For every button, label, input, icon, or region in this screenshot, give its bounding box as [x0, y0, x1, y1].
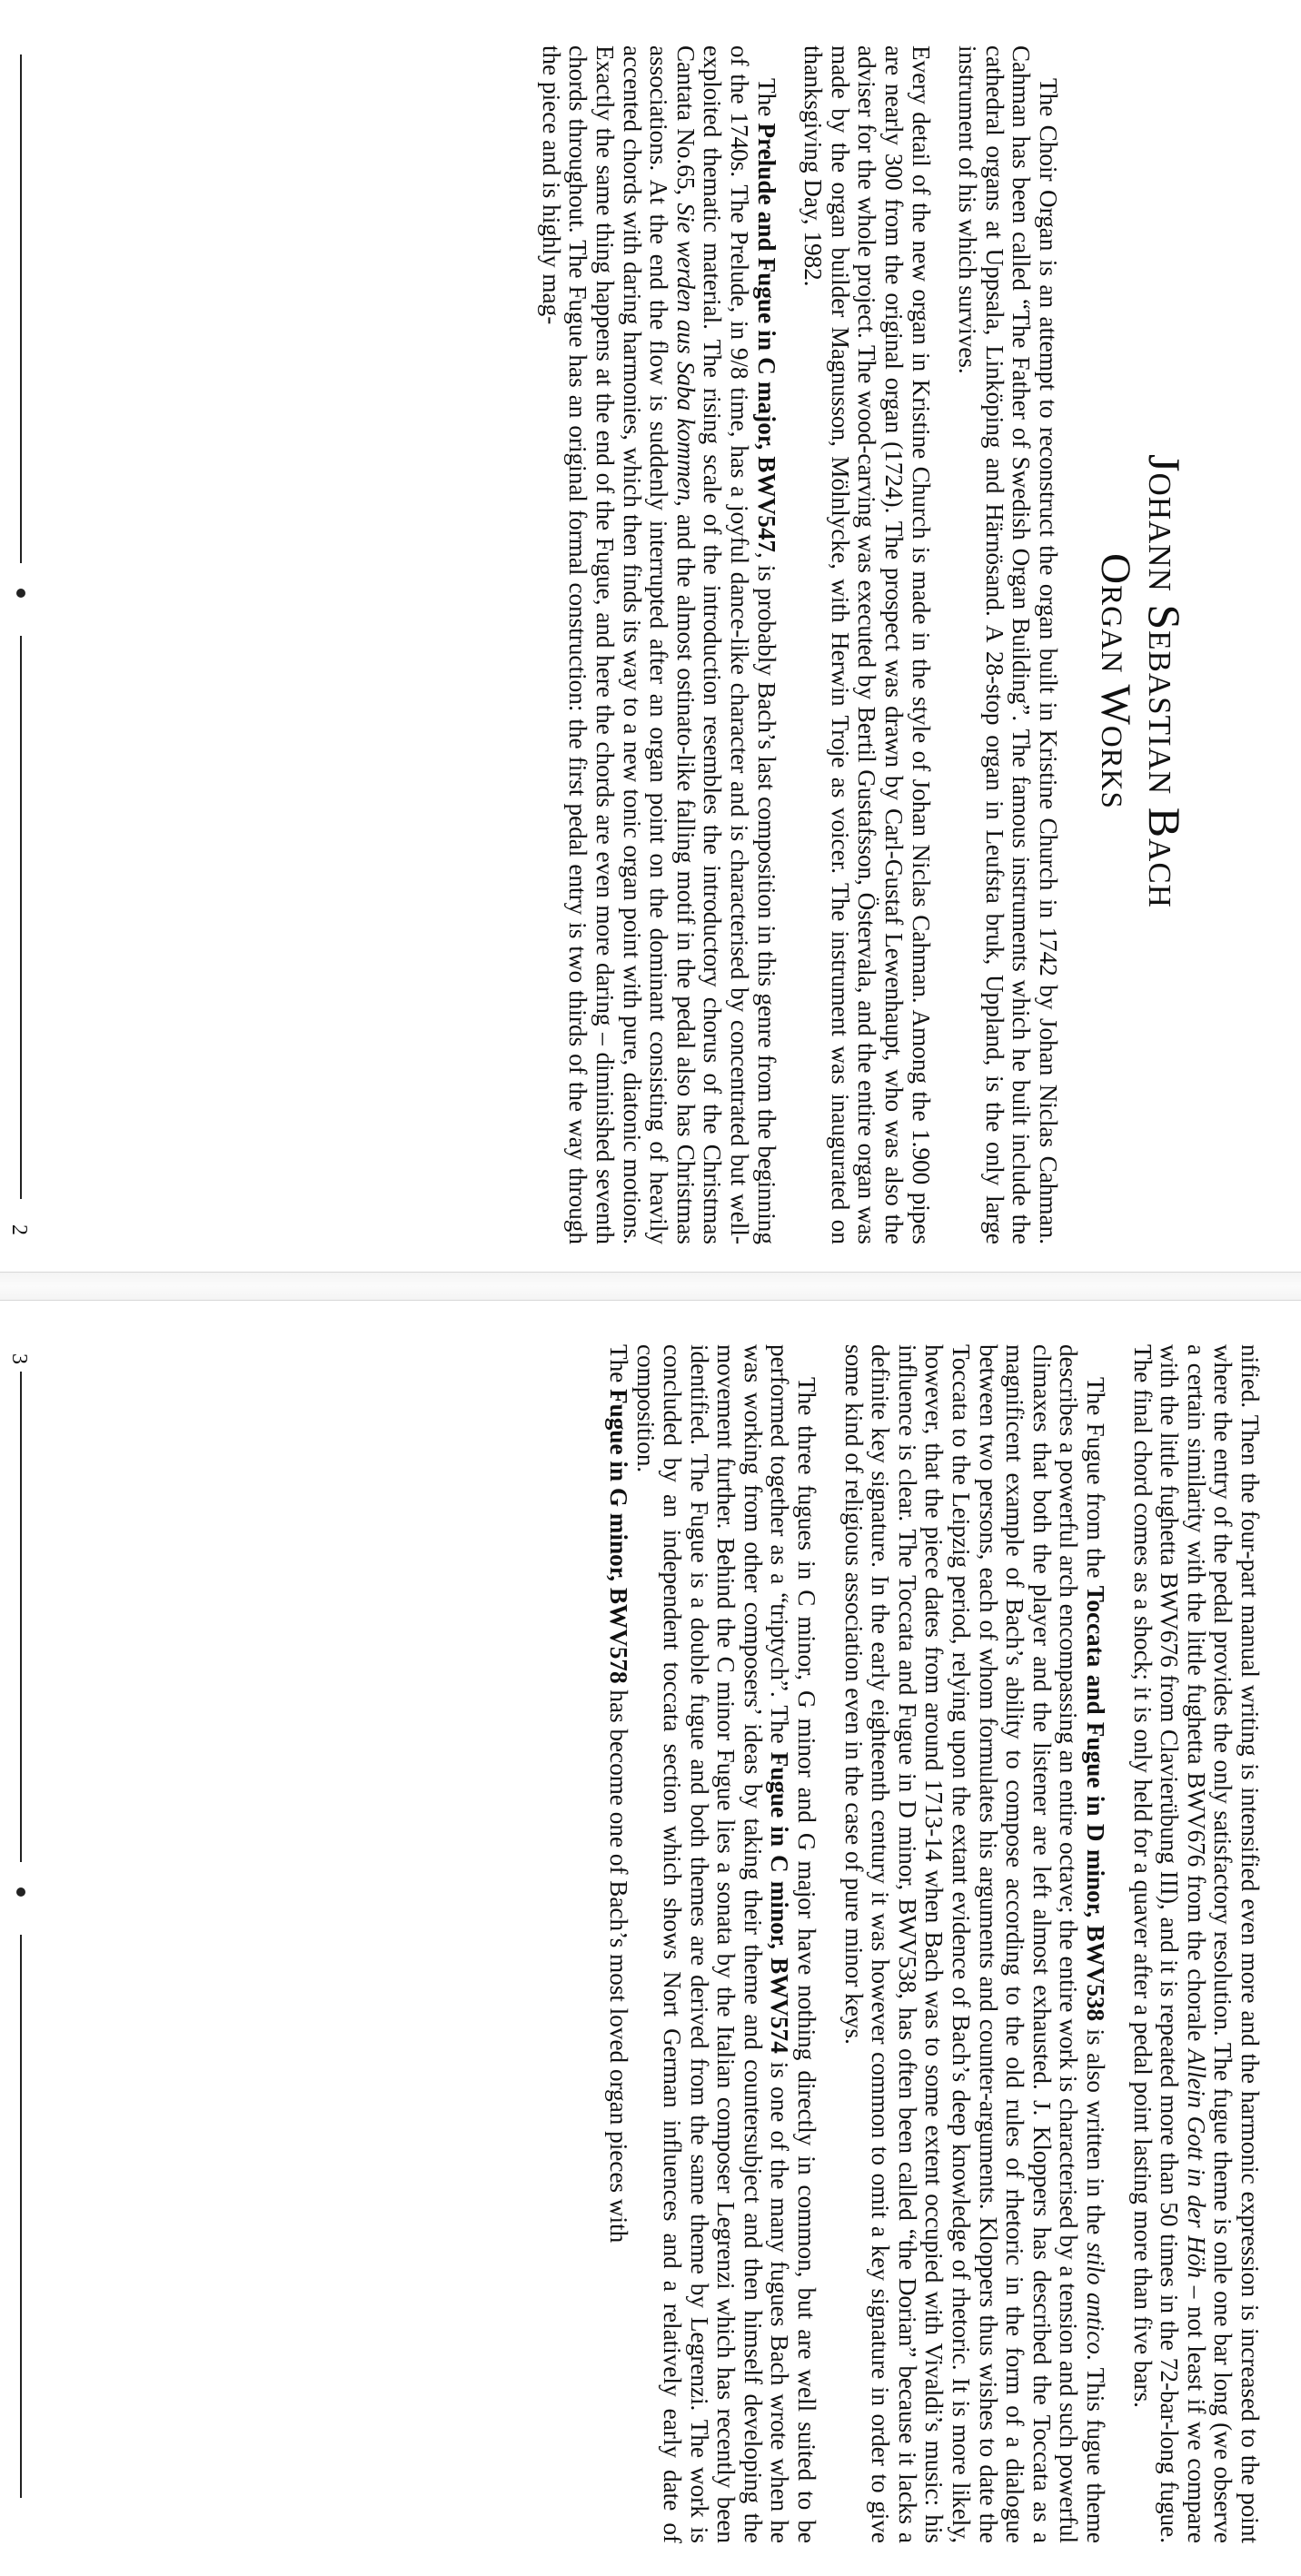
- footer-rule-left: [20, 54, 22, 563]
- page-2-text: [537, 45, 1061, 1244]
- page-number: 2: [6, 1217, 31, 1243]
- paragraph-bwv578: [604, 1344, 631, 2543]
- cantata-title: Sie werden aus Saba kommen: [671, 203, 700, 500]
- text-run: – not least if we compare with the little fughetta BWV676 from Clavierübung III), and it is repeated more than 50 times in the 72-bar-long fugue. The final chord comes as a shock; it is only held for a quaver after a pedal point lasting more than five bars.: [1128, 1344, 1210, 2543]
- work-title: Prelude and Fugue in C major, BWV547: [752, 123, 780, 553]
- page-3-content: [0, 1299, 1272, 2571]
- work-title: Fugue in G minor, BWV578: [604, 1389, 632, 1684]
- text-run: nified. Then the four-part manual writing is intensified even more and the harmonic expression is increased to the point where the entry of the pedal provides the only satisfactory resolution. The fugue theme is onle one bar long (we observe a certain similarity with the little fughetta BWV676 from the chorale: [1182, 1344, 1264, 2543]
- paragraph-continuation: [1128, 1344, 1263, 2543]
- paragraph-text: The Choir Organ is an attempt to reconstruct the organ built in Kristine Church in 1742 by Johan Niclas Cahman. Cahman has been called “The Father of Swedish Organ Building”. The famous instruments which he built include the cathedral organs at Uppsala, Linköping and Härnösand. A 28-stop organ in Leufsta bruk, Uppland, is the only large instrument of his which survives.: [954, 45, 1062, 1244]
- text-run: The three fugues in C minor, G minor and G major have nothing directly in common, but are well suited to be performed together as a “triptych”. The: [766, 1344, 821, 2543]
- work-title: Fugue in C minor, BWV574: [766, 1751, 794, 2054]
- page-3-text: [604, 1344, 1263, 2543]
- stilo-antico: stilo antico: [1082, 2242, 1110, 2354]
- chorale-title: Allein Gott in der Höh: [1182, 2049, 1210, 2279]
- text-run: is one of the many fugues Bach wrote when he was working from other composers’ ideas by taking their theme and countersubject and then himself developing the movement further. Behind the C minor Fugue lies a sonata by the Italian composer Legrenzi which has recently been identified. The Fugue is a double fugue and both themes are derived from the same theme by Legrenzi. The work is concluded by an independent toccata section which shows Nort German influences and a relatively early date of composition.: [631, 1344, 794, 2543]
- text-run: The: [604, 1344, 632, 1390]
- page-2-content: [0, 0, 1272, 1272]
- text-run: , is probably Bach’s last composition in this genre from the beginning of the 1740s. The Prelude, in 9/8 time, has a joyful dance-like character and is characterised by concentrated but well-exploited thematic material. The rising scale of the introduction resembles the introductory chorus of the Christmas Cantata No.65,: [671, 45, 780, 1244]
- footer-dot: [16, 589, 25, 598]
- text-run: . This fugue theme describes a powerful arch encompassing an entire octave; the entire work is characterised by a tension and such powerful climaxes that both the player and the listener are left almost exhausted. J. Kloppers has described the Toccata as a magnificent example of Bach’s ability to compose according to the old rules of rhetoric in the form of a dialogue between two persons, each of whom formulates his arguments and counter-arguments. Kloppers thus wishes to date the Toccata to the Leipzig period, relying upon the extant evidence of Bach’s deep knowledge of rhetoric. It is more likely, however, that the piece dates from around 1713-14 when Bach was to some extent occupied with Vivaldi’s music: his influence is clear. The Toccata and Fugue in D minor, BWV538, has often been called “the Dorian” because it lacks a definite key signature. In the early eighteenth century it was however common to omit a key signature in order to give some kind of religious association even in the case of pure minor keys.: [839, 1344, 1110, 2543]
- page-fold: [0, 1272, 1301, 1301]
- text-run: The: [752, 78, 780, 124]
- paragraph-organ-details: [799, 45, 934, 1244]
- paragraph-bwv547: [537, 45, 779, 1244]
- paragraph-bwv574: [631, 1344, 819, 2543]
- paragraph-bwv538: [839, 1344, 1108, 2543]
- text-run: is also written in the: [1082, 2021, 1110, 2243]
- work-title: Toccata and Fugue in D minor, BWV538: [1082, 1585, 1110, 2022]
- title-composer: Johann Sebastian Bach: [1139, 454, 1190, 908]
- paragraph-text: Every detail of the new organ in Kristine Church is made in the style of Johan Niclas Cahman. Among the 1.900 pipes are nearly 300 from the original organ (1724). The prospect was drawn by Carl-Gustaf Lewenhaupt, who was also the adviser for the whole project. The wood-carving was executed by Bertil Gustafsson, Östervala, and the entire organ was made by the organ builder Magnusson, Mölnlycke, with Herwin Troje as voicer. The instrument was inaugurated on thanksgiving Day, 1982.: [799, 45, 935, 1244]
- footer-rule-right: [20, 636, 22, 1199]
- footer-rule-right: [20, 1935, 22, 2498]
- booklet-page-2: [0, 0, 1301, 1272]
- footer-dot: [16, 1887, 25, 1897]
- page-number: 3: [6, 1346, 31, 1372]
- text-run: has become one of Bach’s most loved organ pieces with: [604, 1683, 632, 2244]
- booklet-title: [1091, 454, 1190, 908]
- booklet-page-3: [0, 1299, 1301, 2576]
- title-subtitle: Organ Works: [1092, 553, 1139, 809]
- text-run: , and the almost ostinato-like falling motif in the pedal also has Christmas associations. At the end the flow is suddenly interrupted after an organ point on the dominant consisting of heavily accented chords with daring harmonies, which then finds its way to a new tonic organ point with pure, diatonic motions. Exactly the same thing happens at the end of the Fugue, and here the chords are even more daring – diminished seventh chords throughout. The Fugue has an original formal construction: the first pedal entry is two thirds of the way through the piece and is highly mag-: [537, 45, 700, 1244]
- paragraph-choir-organ: [954, 45, 1061, 1244]
- text-run: The Fugue from the: [1082, 1377, 1110, 1586]
- footer-rule-left: [20, 1353, 22, 1862]
